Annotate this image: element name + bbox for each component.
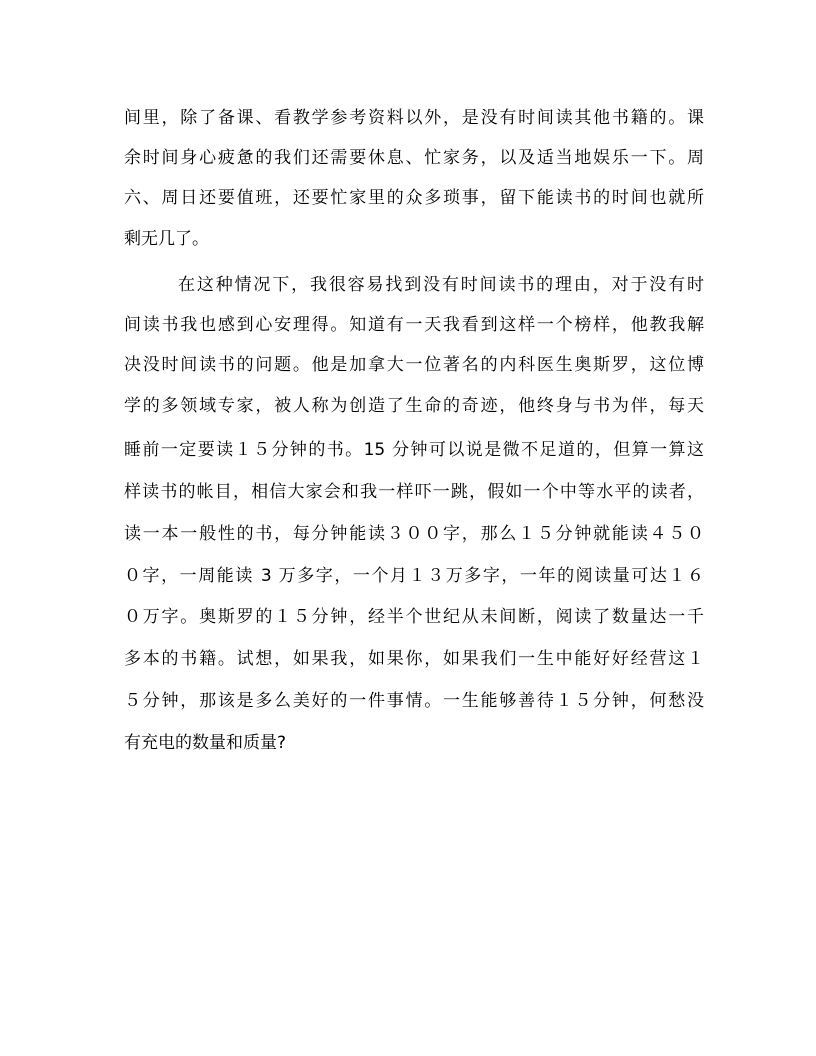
paragraph-2-line-1: 在这种情况下，我很容易找到没有时间读书的理由，对于没有时 xyxy=(178,275,704,295)
paragraph-2-line-9: ０万字。奥斯罗的１５分钟，经半个世纪从未间断，阅读了数量达一千 xyxy=(124,607,704,627)
paragraph-2-line-5: 睡前一定要读１５分钟的书。15 分钟可以说是微不足道的，但算一算这 xyxy=(124,440,704,460)
paragraph-2-line-7: 读一本一般性的书，每分钟能读３００字，那么１５分钟就能读４５０ xyxy=(124,524,704,544)
paragraph-2-line-8: ０字，一周能读 3 万多字，一个月１３万多字，一年的阅读量可达１６ xyxy=(124,566,704,586)
paragraph-2-line-2: 间读书我也感到心安理得。知道有一天我看到这样一个榜样，他教我解 xyxy=(124,315,704,335)
paragraph-2-line-6: 样读书的帐目，相信大家会和我一样吓一跳，假如一个中等水平的读者， xyxy=(124,482,704,502)
paragraph-2-line-11: ５分钟，那该是多么美好的一件事情。一生能够善待１５分钟，何愁没 xyxy=(124,691,704,711)
paragraph-2-line-10: 多本的书籍。试想，如果我，如果你，如果我们一生中能好好经营这１ xyxy=(124,649,704,669)
paragraph-2-line-12: 有充电的数量和质量? xyxy=(124,733,287,753)
paragraph-1-line-1: 间里，除了备课、看教学参考资料以外，是没有时间读其他书籍的。课 xyxy=(124,108,704,128)
paragraph-2-line-3: 决没时间读书的问题。他是加拿大一位著名的内科医生奥斯罗，这位博 xyxy=(124,355,704,375)
paragraph-1-line-3: 六、周日还要值班，还要忙家里的众多琐事，留下能读书的时间也就所 xyxy=(124,188,704,208)
paragraph-1-line-4: 剩无几了。 xyxy=(124,229,209,249)
paragraph-2-line-4: 学的多领域专家，被人称为创造了生命的奇迹，他终身与书为伴，每天 xyxy=(124,396,704,416)
paragraph-1-line-2: 余时间身心疲惫的我们还需要休息、忙家务，以及适当地娱乐一下。周 xyxy=(124,148,704,168)
